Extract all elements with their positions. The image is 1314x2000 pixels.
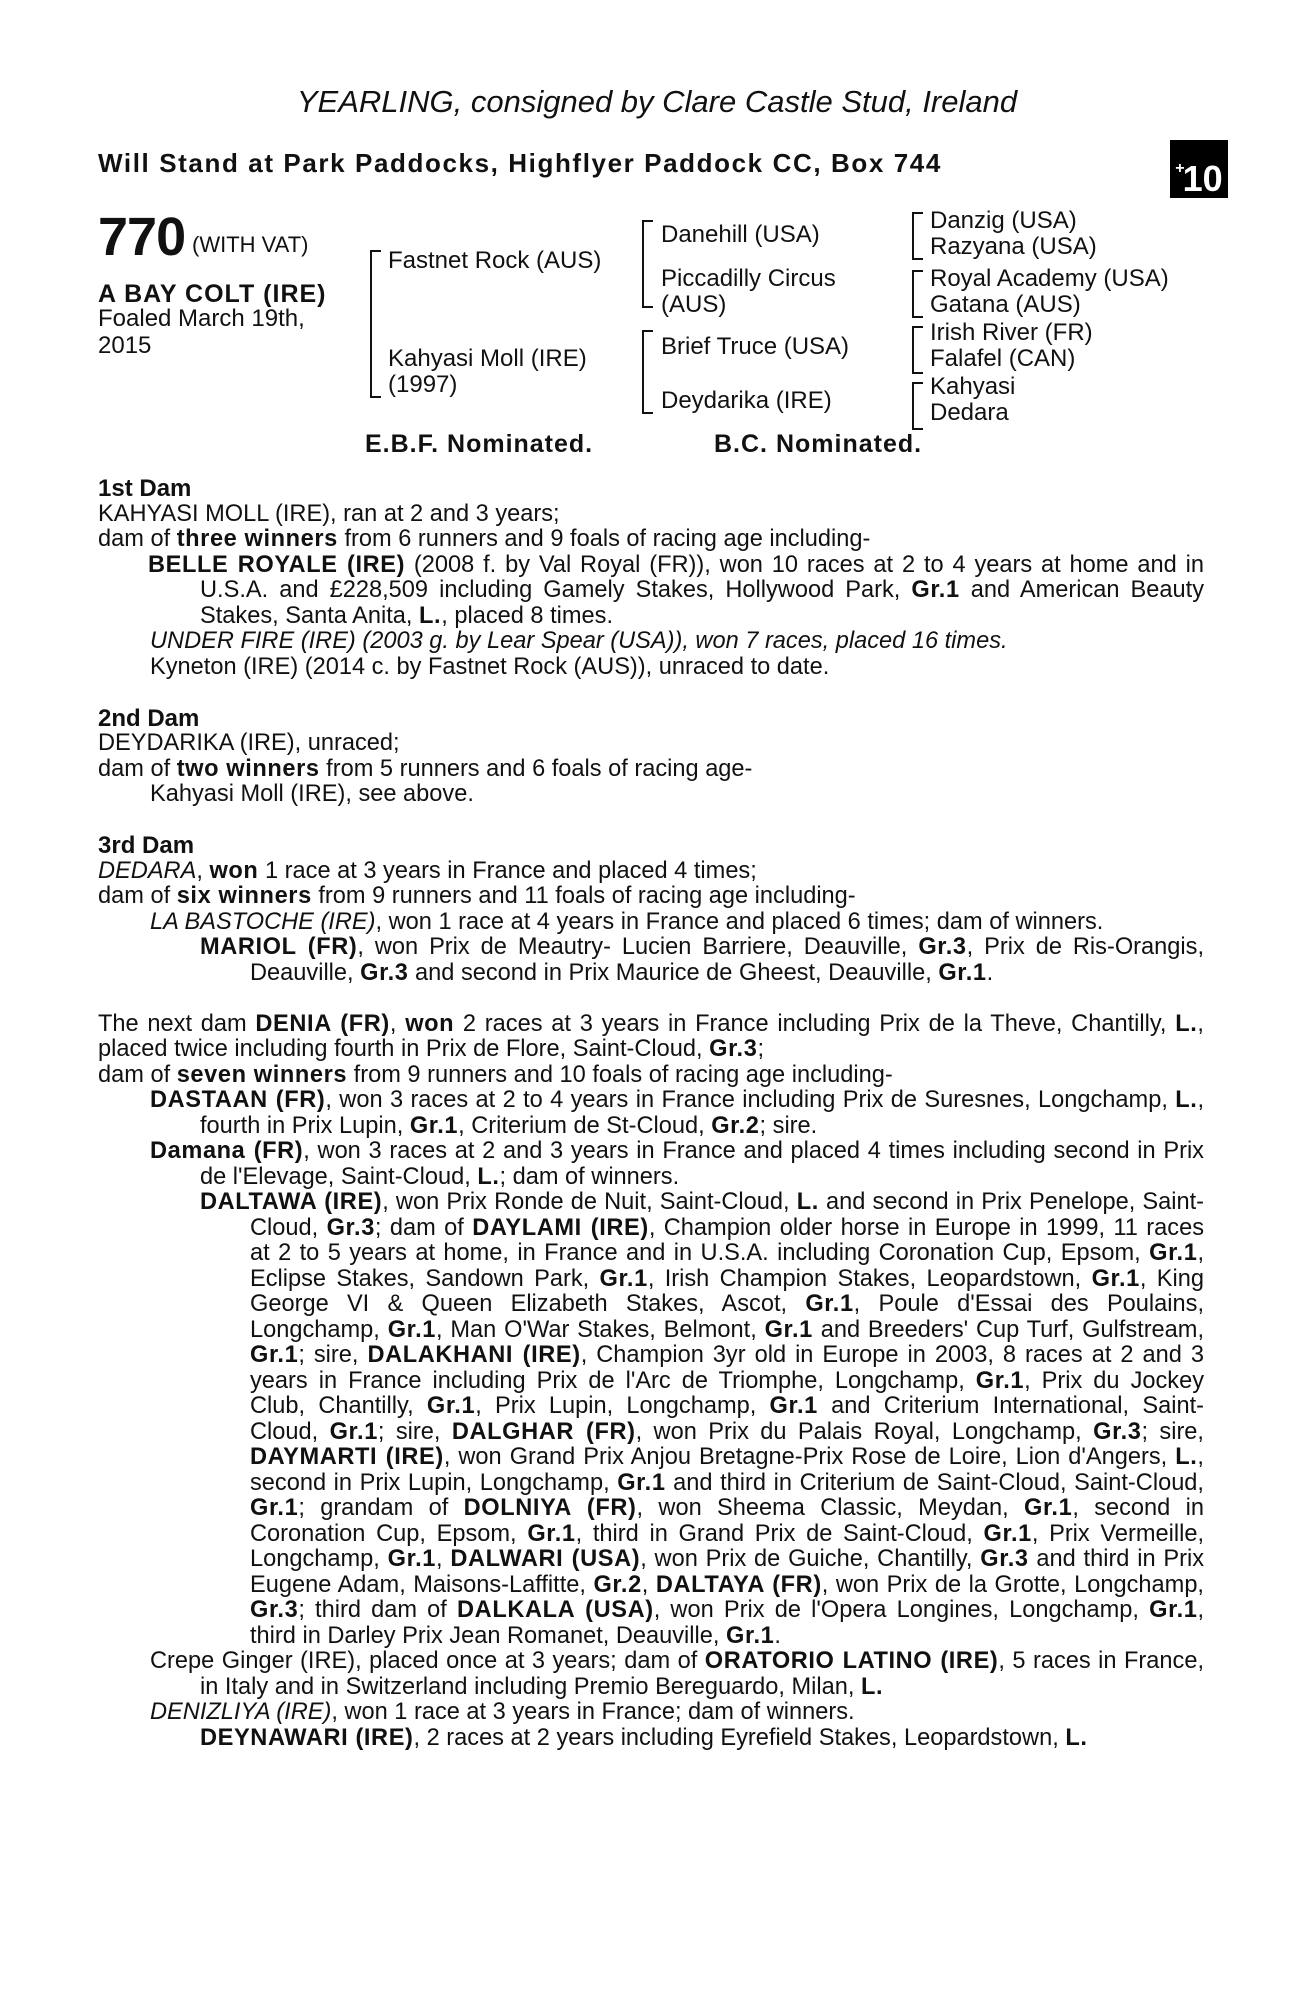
pedigree-g1: Danzig (USA): [930, 207, 1077, 234]
pedigree-brace-6: [912, 326, 923, 374]
horse-name: A BAY COLT (IRE): [98, 280, 327, 308]
foaled-date: Foaled March 19th, 2015: [98, 305, 305, 359]
second-dam-heading: 2nd Dam: [98, 704, 200, 732]
produce-under-fire: UNDER FIRE (IRE) (2003 g. by Lear Spear (USA)), won 7 races, placed 16 times.: [150, 628, 1008, 654]
third-dam-produce-line: dam of six winners from 9 runners and 11 foals of racing age including-: [98, 883, 856, 909]
third-dam-line: DEDARA, won 1 race at 3 years in France and placed 4 times;: [98, 857, 757, 884]
third-dam-heading: 3rd Dam: [98, 832, 195, 859]
second-dam-produce-line: dam of two winners from 5 runners and 6 foals of racing age-: [98, 755, 753, 782]
ebf-nominated: E.B.F. Nominated.: [365, 430, 594, 458]
pedigree-g2: Razyana (USA): [930, 233, 1097, 260]
lot-badge: [1170, 140, 1228, 198]
sire: Fastnet Rock (AUS): [388, 247, 602, 274]
pedigree-brace-5: [912, 270, 923, 318]
catalogue-body: [98, 476, 1204, 1751]
next-dam-paragraph: The next dam DENIA (FR), won 2 races at 3 years in France including Prix de la Theve, Chantilly, L., placed twice including fourth in Prix de Flore, Saint-Cloud, Gr.3;: [98, 1010, 1204, 1062]
pedigree-brace-1: [370, 250, 381, 398]
produce-dastaan: DASTAAN (FR), won 3 races at 2 to 4 years in France including Prix de Suresnes, Longchamp, L., fourth in Prix Lupin, Gr.1, Criterium de St-Cloud, Gr.2; sire.: [150, 1087, 1204, 1139]
produce-mariol: MARIOL (FR), won Prix de Meautry- Lucien Barriere, Deauville, Gr.3, Prix de Ris-Orangis, Deauville, Gr.3 and second in Prix Maurice de Gheest, Deauville, Gr.1.: [200, 934, 1204, 986]
pedigree-brace-4: [912, 212, 923, 260]
produce-kyneton: Kyneton (IRE) (2014 c. by Fastnet Rock (AUS)), unraced to date.: [150, 653, 830, 680]
first-dam-line: KAHYASI MOLL (IRE), ran at 2 and 3 years;: [98, 500, 560, 527]
dam: Kahyasi Moll (IRE): [388, 345, 587, 372]
pedigree-g7: Kahyasi: [930, 373, 1016, 400]
pedigree-brace-2: [642, 220, 653, 308]
vat-label: (WITH VAT): [192, 232, 309, 257]
sire-dam-country: (AUS): [661, 291, 727, 318]
pedigree-g5: Irish River (FR): [930, 319, 1093, 346]
pedigree-brace-3: [642, 330, 653, 414]
produce-damana: Damana (FR), won 3 races at 2 and 3 years in France and placed 4 times including second in Prix de l'Elevage, Saint-Cloud, L.; dam of winners.: [150, 1138, 1204, 1190]
dam-sire: Brief Truce (USA): [661, 333, 850, 360]
pedigree-g3: Royal Academy (USA): [930, 265, 1169, 292]
pedigree-g8: Dedara: [930, 399, 1009, 426]
sire-sire: Danehill (USA): [661, 221, 820, 248]
produce-la-bastoche: LA BASTOCHE (IRE), won 1 race at 4 years in France and placed 6 times; dam of winners.: [150, 908, 1104, 935]
pedigree-brace-7: [912, 382, 923, 430]
produce-belle-royale: BELLE ROYALE (IRE) (2008 f. by Val Royal (FR)), won 10 races at 2 to 4 years at home and in U.S.A. and £228,509 including Gamely Stakes, Hollywood Park, Gr.1 and American Beauty Stakes, Santa Anita, L., placed 8 times.: [148, 551, 1205, 629]
produce-deynawari: DEYNAWARI (IRE), 2 races at 2 years including Eyrefield Stakes, Leopardstown, L.: [200, 1724, 1088, 1751]
dam-year: (1997): [388, 371, 458, 398]
bc-nominated: B.C. Nominated.: [714, 430, 923, 458]
badge-number: 10: [1182, 158, 1223, 199]
second-dam-line: DEYDARIKA (IRE), unraced;: [98, 730, 400, 756]
pedigree-g6: Falafel (CAN): [930, 345, 1076, 372]
produce-kahyasi-moll: Kahyasi Moll (IRE), see above.: [150, 781, 474, 807]
first-dam-heading: 1st Dam: [98, 475, 192, 502]
lot-number: 770: [98, 207, 186, 267]
next-dam-produce-line: dam of seven winners from 9 runners and 10 foals of racing age including-: [98, 1061, 893, 1088]
produce-crepe-ginger: Crepe Ginger (IRE), placed once at 3 years; dam of ORATORIO LATINO (IRE), 5 races in France, in Italy and in Switzerland including Premio Bereguardo, Milan, L.: [150, 1648, 1204, 1700]
pedigree-g4: Gatana (AUS): [930, 291, 1081, 318]
sire-dam: Piccadilly Circus: [661, 265, 836, 292]
produce-daltawa: DALTAWA (IRE), won Prix Ronde de Nuit, Saint-Cloud, L. and second in Prix Penelope, Saint-Cloud, Gr.3; dam of DAYLAMI (IRE), Champion older horse in Europe in 1999, 11 races at 2 to 5 years at home, in France and in U.S.A. including Coronation Cup, Epsom, Gr.1, Eclipse Stakes, Sandown Park, Gr.1, Irish Champion Stakes, Leopardstown, Gr.1, King George VI & Queen Elizabeth Stakes, Ascot, Gr.1, Poule d'Essai des Poulains, Longchamp, Gr.1, Man O'War Stakes, Belmont, Gr.1 and Breeders' Cup Turf, Gulfstream, Gr.1; sire, DALAKHANI (IRE), Champion 3yr old in Europe in 2003, 8 races at 2 and 3 years in France including Prix de l'Arc de Triomphe, Longchamp, Gr.1, Prix du Jockey Club, Chantilly, Gr.1, Prix Lupin, Longchamp, Gr.1 and Criterium International, Saint-Cloud, Gr.1; sire, DALGHAR (FR), won Prix du Palais Royal, Longchamp, Gr.3; sire, DAYMARTI (IRE), won Grand Prix Anjou Bretagne-Prix Rose de Loire, Lion d'Angers, L., second in Prix Lupin, Longchamp, Gr.1 and third in Criterium de Saint-Cloud, Saint-Cloud, Gr.1; grandam of DOLNIYA (FR), won Sheema Classic, Meydan, Gr.1, second in Coronation Cup, Epsom, Gr.1, third in Grand Prix de Saint-Cloud, Gr.1, Prix Vermeille, Longchamp, Gr.1, DALWARI (USA), won Prix de Guiche, Chantilly, Gr.3 and third in Prix Eugene Adam, Maisons-Laffitte, Gr.2, DALTAYA (FR), won Prix de la Grotte, Longchamp, Gr.3; third dam of DALKALA (USA), won Prix de l'Opera Longines, Longchamp, Gr.1, third in Darley Prix Jean Romanet, Deauville, Gr.1.: [200, 1189, 1205, 1649]
stand-location: Will Stand at Park Paddocks, Highflyer Paddock CC, Box 744: [98, 148, 942, 178]
dam-dam: Deydarika (IRE): [661, 387, 832, 414]
produce-denizliya: DENIZLIYA (IRE), won 1 race at 3 years in France; dam of winners.: [150, 1699, 855, 1725]
badge-plus: +: [1175, 160, 1185, 177]
page-heading: YEARLING, consigned by Clare Castle Stud, Ireland: [296, 84, 1018, 119]
first-dam-produce-line: dam of three winners from 6 runners and 9 foals of racing age including-: [98, 526, 871, 552]
